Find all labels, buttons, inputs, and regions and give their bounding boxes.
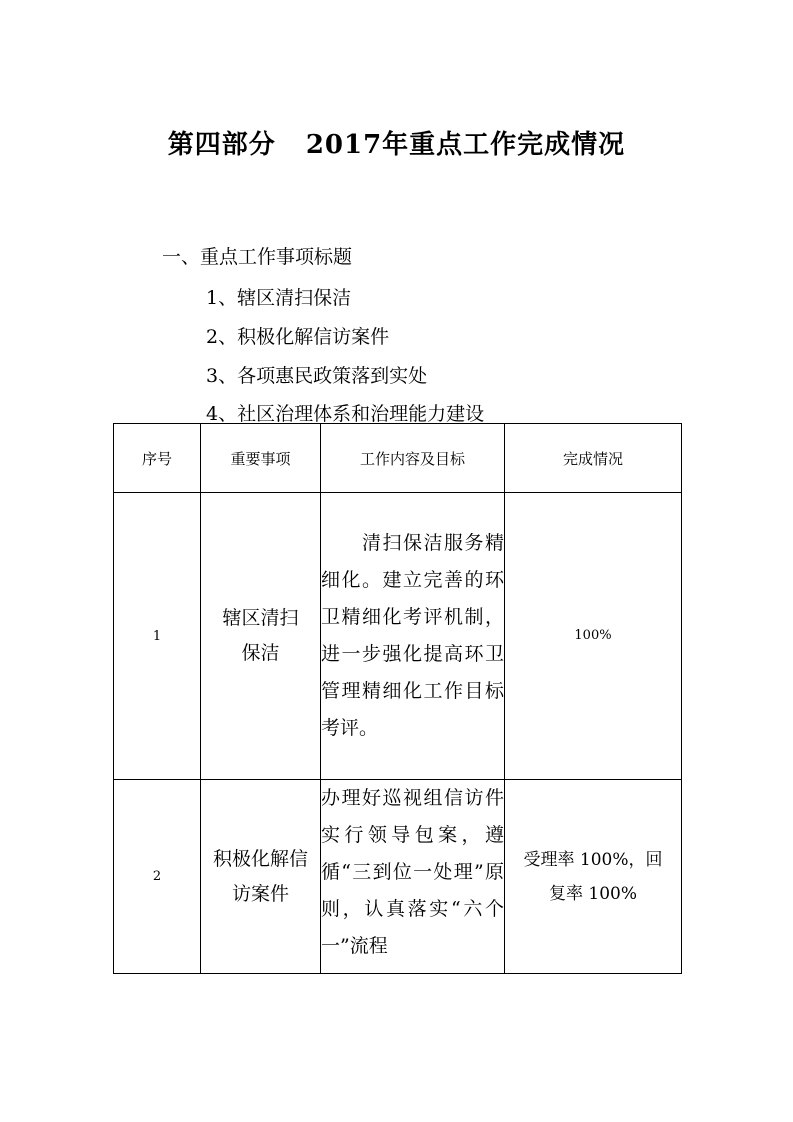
table-header-row (114, 424, 682, 493)
list-item: 4、社区治理体系和治理能力建设 (206, 403, 485, 425)
cell-item-line: 保洁 (241, 642, 280, 664)
page-title (0, 124, 793, 161)
table-row (114, 493, 682, 780)
cell-status (505, 780, 682, 974)
header-content: 工作内容及目标 (321, 424, 505, 493)
cell-content-text: 清扫保洁服务精细化。建立完善的环卫精细化考评机制，进一步强化提高环卫管理精细化工作目标考评。 (321, 532, 504, 739)
cell-status-line: 复率 100% (548, 883, 637, 904)
table-row (114, 780, 682, 974)
header-status: 完成情况 (505, 424, 682, 493)
title-text: 2017年重点工作完成情况 (305, 130, 626, 160)
header-seq: 序号 (114, 424, 201, 493)
list-item: 3、各项惠民政策落到实处 (206, 365, 428, 387)
section-heading: 一、重点工作事项标题 (162, 246, 353, 268)
cell-status-line: 100% (574, 628, 612, 643)
header-item: 重要事项 (201, 424, 321, 493)
title-part: 第四部分 (167, 130, 276, 160)
cell-status-line: 受理率 100%，回 (523, 849, 663, 870)
cell-content (321, 780, 505, 974)
cell-status (505, 493, 682, 780)
cell-seq: 2 (114, 780, 201, 974)
list-item: 2、积极化解信访案件 (206, 326, 390, 348)
cell-item (201, 780, 321, 974)
cell-seq: 1 (114, 493, 201, 780)
cell-item-line: 积极化解信 (212, 847, 308, 870)
work-table (113, 423, 682, 974)
cell-content-text: 办理好巡视组信访件实行领导包案，遵循“三到位一处理”原则，认真落实“六个一”流程 (321, 787, 504, 957)
cell-item-line: 访案件 (231, 882, 289, 905)
cell-content (321, 493, 505, 780)
list-item: 1、辖区清扫保洁 (206, 287, 352, 309)
cell-item-line: 辖区清扫 (222, 607, 299, 629)
cell-item (201, 493, 321, 780)
